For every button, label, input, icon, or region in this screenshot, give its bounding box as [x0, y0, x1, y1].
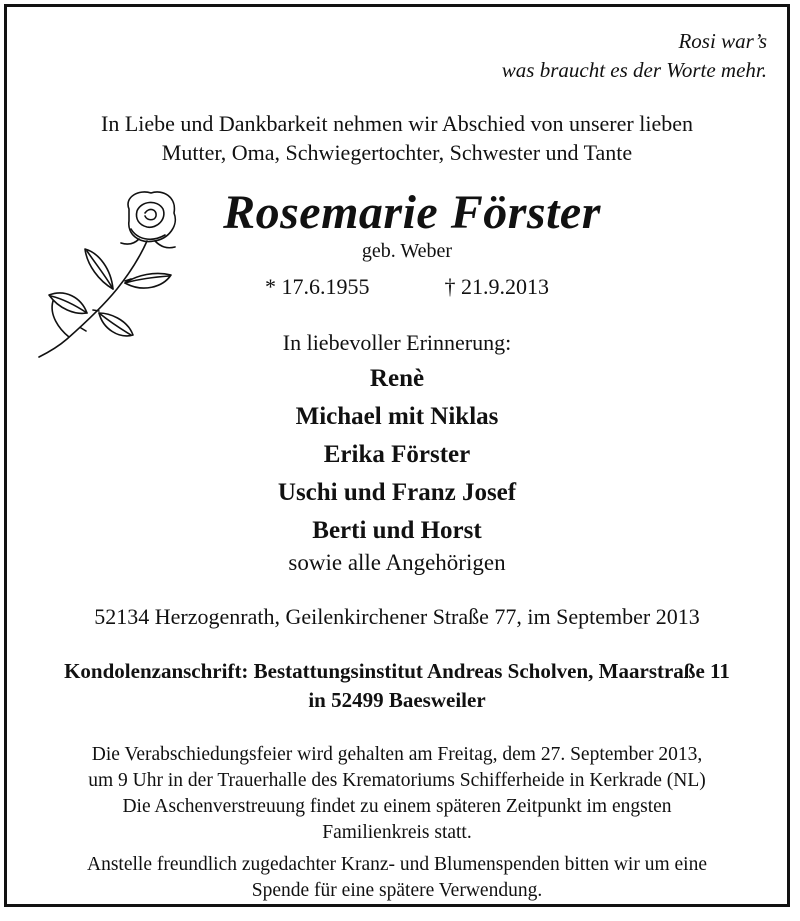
ceremony-line-4: Familienkreis statt. — [322, 822, 472, 843]
ceremony-line-2: um 9 Uhr in der Trauerhalle des Krematoriums Schifferheide in Kerkrade (NL) — [88, 770, 706, 791]
death-date: † 21.9.2013 — [444, 274, 549, 299]
life-dates — [257, 272, 557, 302]
ceremony-line-1: Die Verabschiedungsfeier wird gehalten am Freitag, dem 27. September 2013, — [91, 744, 703, 765]
mourner-item: Erika Förster — [323, 441, 471, 468]
deceased-name: Rosemarie Förster — [223, 186, 601, 239]
birth-name: geb. Weber — [361, 240, 453, 262]
intro-line-1: In Liebe und Dankbarkeit nehmen wir Abschied von unserer lieben — [101, 111, 693, 136]
mourners-list — [7, 360, 787, 550]
birth-date: * 17.6.1955 — [265, 274, 370, 299]
ceremony-info — [7, 742, 787, 846]
motto-line-1: Rosi war’s — [678, 29, 767, 53]
intro-line-2: Mutter, Oma, Schwiegertochter, Schwester und Tante — [161, 140, 633, 165]
motto — [502, 27, 767, 85]
relatives-text: sowie alle Angehörigen — [288, 550, 506, 575]
mourner-item: Renè — [369, 365, 425, 392]
address-line: 52134 Herzogenrath, Geilenkirchener Straße 77, im September 2013 — [94, 604, 700, 629]
donation-request — [7, 852, 787, 904]
mourner-item: Michael mit Niklas — [295, 403, 499, 430]
condolence-address — [7, 657, 787, 715]
condolence-line-1: Kondolenzanschrift: Bestattungsinstitut Andreas Scholven, Maarstraße 11 — [64, 659, 730, 683]
mourner-item: Uschi und Franz Josef — [277, 479, 517, 506]
ceremony-line-3: Die Aschenverstreuung findet zu einem späteren Zeitpunkt im engsten — [122, 796, 672, 817]
donation-line-2: Spende für eine spätere Verwendung. — [251, 880, 543, 901]
intro-text — [7, 109, 787, 167]
condolence-line-2: in 52499 Baesweiler — [308, 688, 486, 712]
motto-line-2: was braucht es der Worte mehr. — [501, 58, 767, 82]
obituary-notice — [4, 4, 790, 907]
remembrance-heading: In liebevoller Erinnerung: — [282, 330, 512, 355]
mourner-item: Berti und Horst — [312, 517, 482, 544]
donation-line-1: Anstelle freundlich zugedachter Kranz- und Blumenspenden bitten wir um eine — [86, 854, 707, 875]
